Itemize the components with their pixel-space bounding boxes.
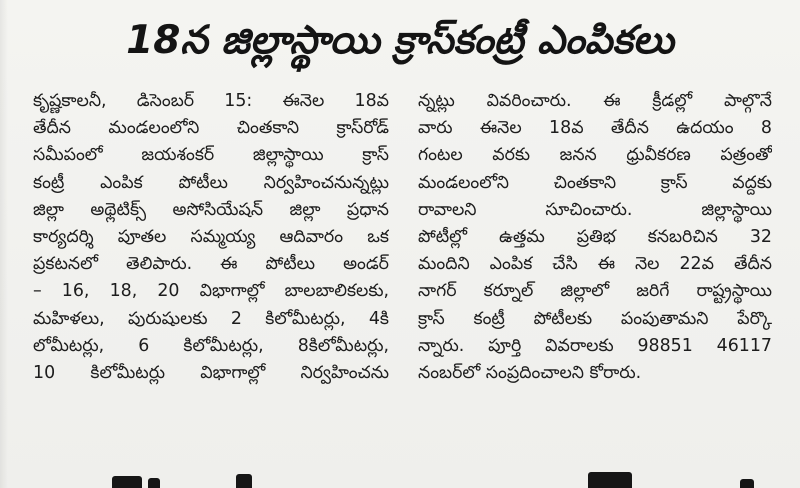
article-column-left: [33, 88, 389, 387]
article-line: – 16, 18, 20 విభాగాల్లో బాలబాలికలకు,: [33, 281, 389, 302]
article-line: న్నారు. పూర్తి వివరాలకు 98851 46117: [418, 335, 772, 356]
article-line: కార్యదర్శి పూతల సమ్మయ్య ఆదివారం ఒక: [33, 226, 389, 247]
article-column-right: [418, 88, 772, 387]
article-line: పోటీల్లో ఉత్తమ ప్రతిభ కనబరిచిన 32: [418, 226, 772, 247]
article-line: సమీపంలో జయశంకర్ జిల్లాస్థాయి క్రాస్: [33, 145, 389, 166]
article-line: మహిళలు, పురుషులకు 2 కిలోమీటర్లు, 4కి: [33, 308, 389, 329]
next-headline-fragment: [0, 470, 800, 488]
article-line: లోమీటర్లు, 6 కిలోమీటర్లు, 8కిలోమీటర్లు,: [33, 335, 389, 356]
headline-glyph-fragment: [236, 474, 252, 488]
article-line: క్రాస్ కంట్రీ పోటీలకు పంపుతామని పేర్కొ: [418, 308, 772, 329]
article-line: నంబర్‌లో సంప్రదించాలని కోరారు.: [418, 362, 642, 383]
headline-glyph-fragment: [148, 478, 160, 488]
headline-glyph-fragment: [112, 476, 142, 488]
article-line: తేదీన మండలంలోని చింతకాని క్రాస్‌రోడ్: [33, 118, 389, 139]
article-line: మందిని ఎంపిక చేసి ఈ నెల 22వ తేదీన: [418, 254, 772, 275]
article-line: కృష్ణకాలనీ, డిసెంబర్ 15: ఈనెల 18వ: [33, 91, 389, 111]
article-line: 10 కిలోమీటర్లు విభాగాల్లో నిర్వహించను: [33, 362, 389, 383]
article-line: ప్రకటనలో తెలిపారు. ఈ పోటీలు అండర్: [33, 254, 389, 275]
article-line: నాగర్ కర్నూల్ జిల్లాలో జరిగే రాష్ట్రస్థాయి: [418, 281, 772, 302]
headline-glyph-fragment: [588, 472, 632, 488]
article-headline: 18న జిల్లాస్థాయి క్రాస్‌కంట్రీ ఎంపికలు: [126, 18, 674, 63]
article-line: రావాలని సూచించారు. జిల్లాస్థాయి: [418, 199, 772, 220]
headline-glyph-fragment: [740, 479, 754, 488]
article-line: వారు ఈనెల 18వ తేదీన ఉదయం 8: [418, 118, 772, 139]
article-line: కంట్రీ ఎంపిక పోటీలు నిర్వహించనున్నట్లు: [33, 172, 389, 193]
article-line: గంటల వరకు జనన ధ్రువీకరణ పత్రంతో: [418, 145, 772, 166]
article-line: న్నట్లు వివరించారు. ఈ క్రీడల్లో పాల్గొనే: [418, 91, 772, 111]
article-line: జిల్లా అథ్లెటిక్స్ అసోసియేషన్ జిల్లా ప్రధాన: [33, 199, 389, 220]
article-line: మండలంలోని చింతకాని క్రాస్ వద్దకు: [418, 172, 772, 193]
